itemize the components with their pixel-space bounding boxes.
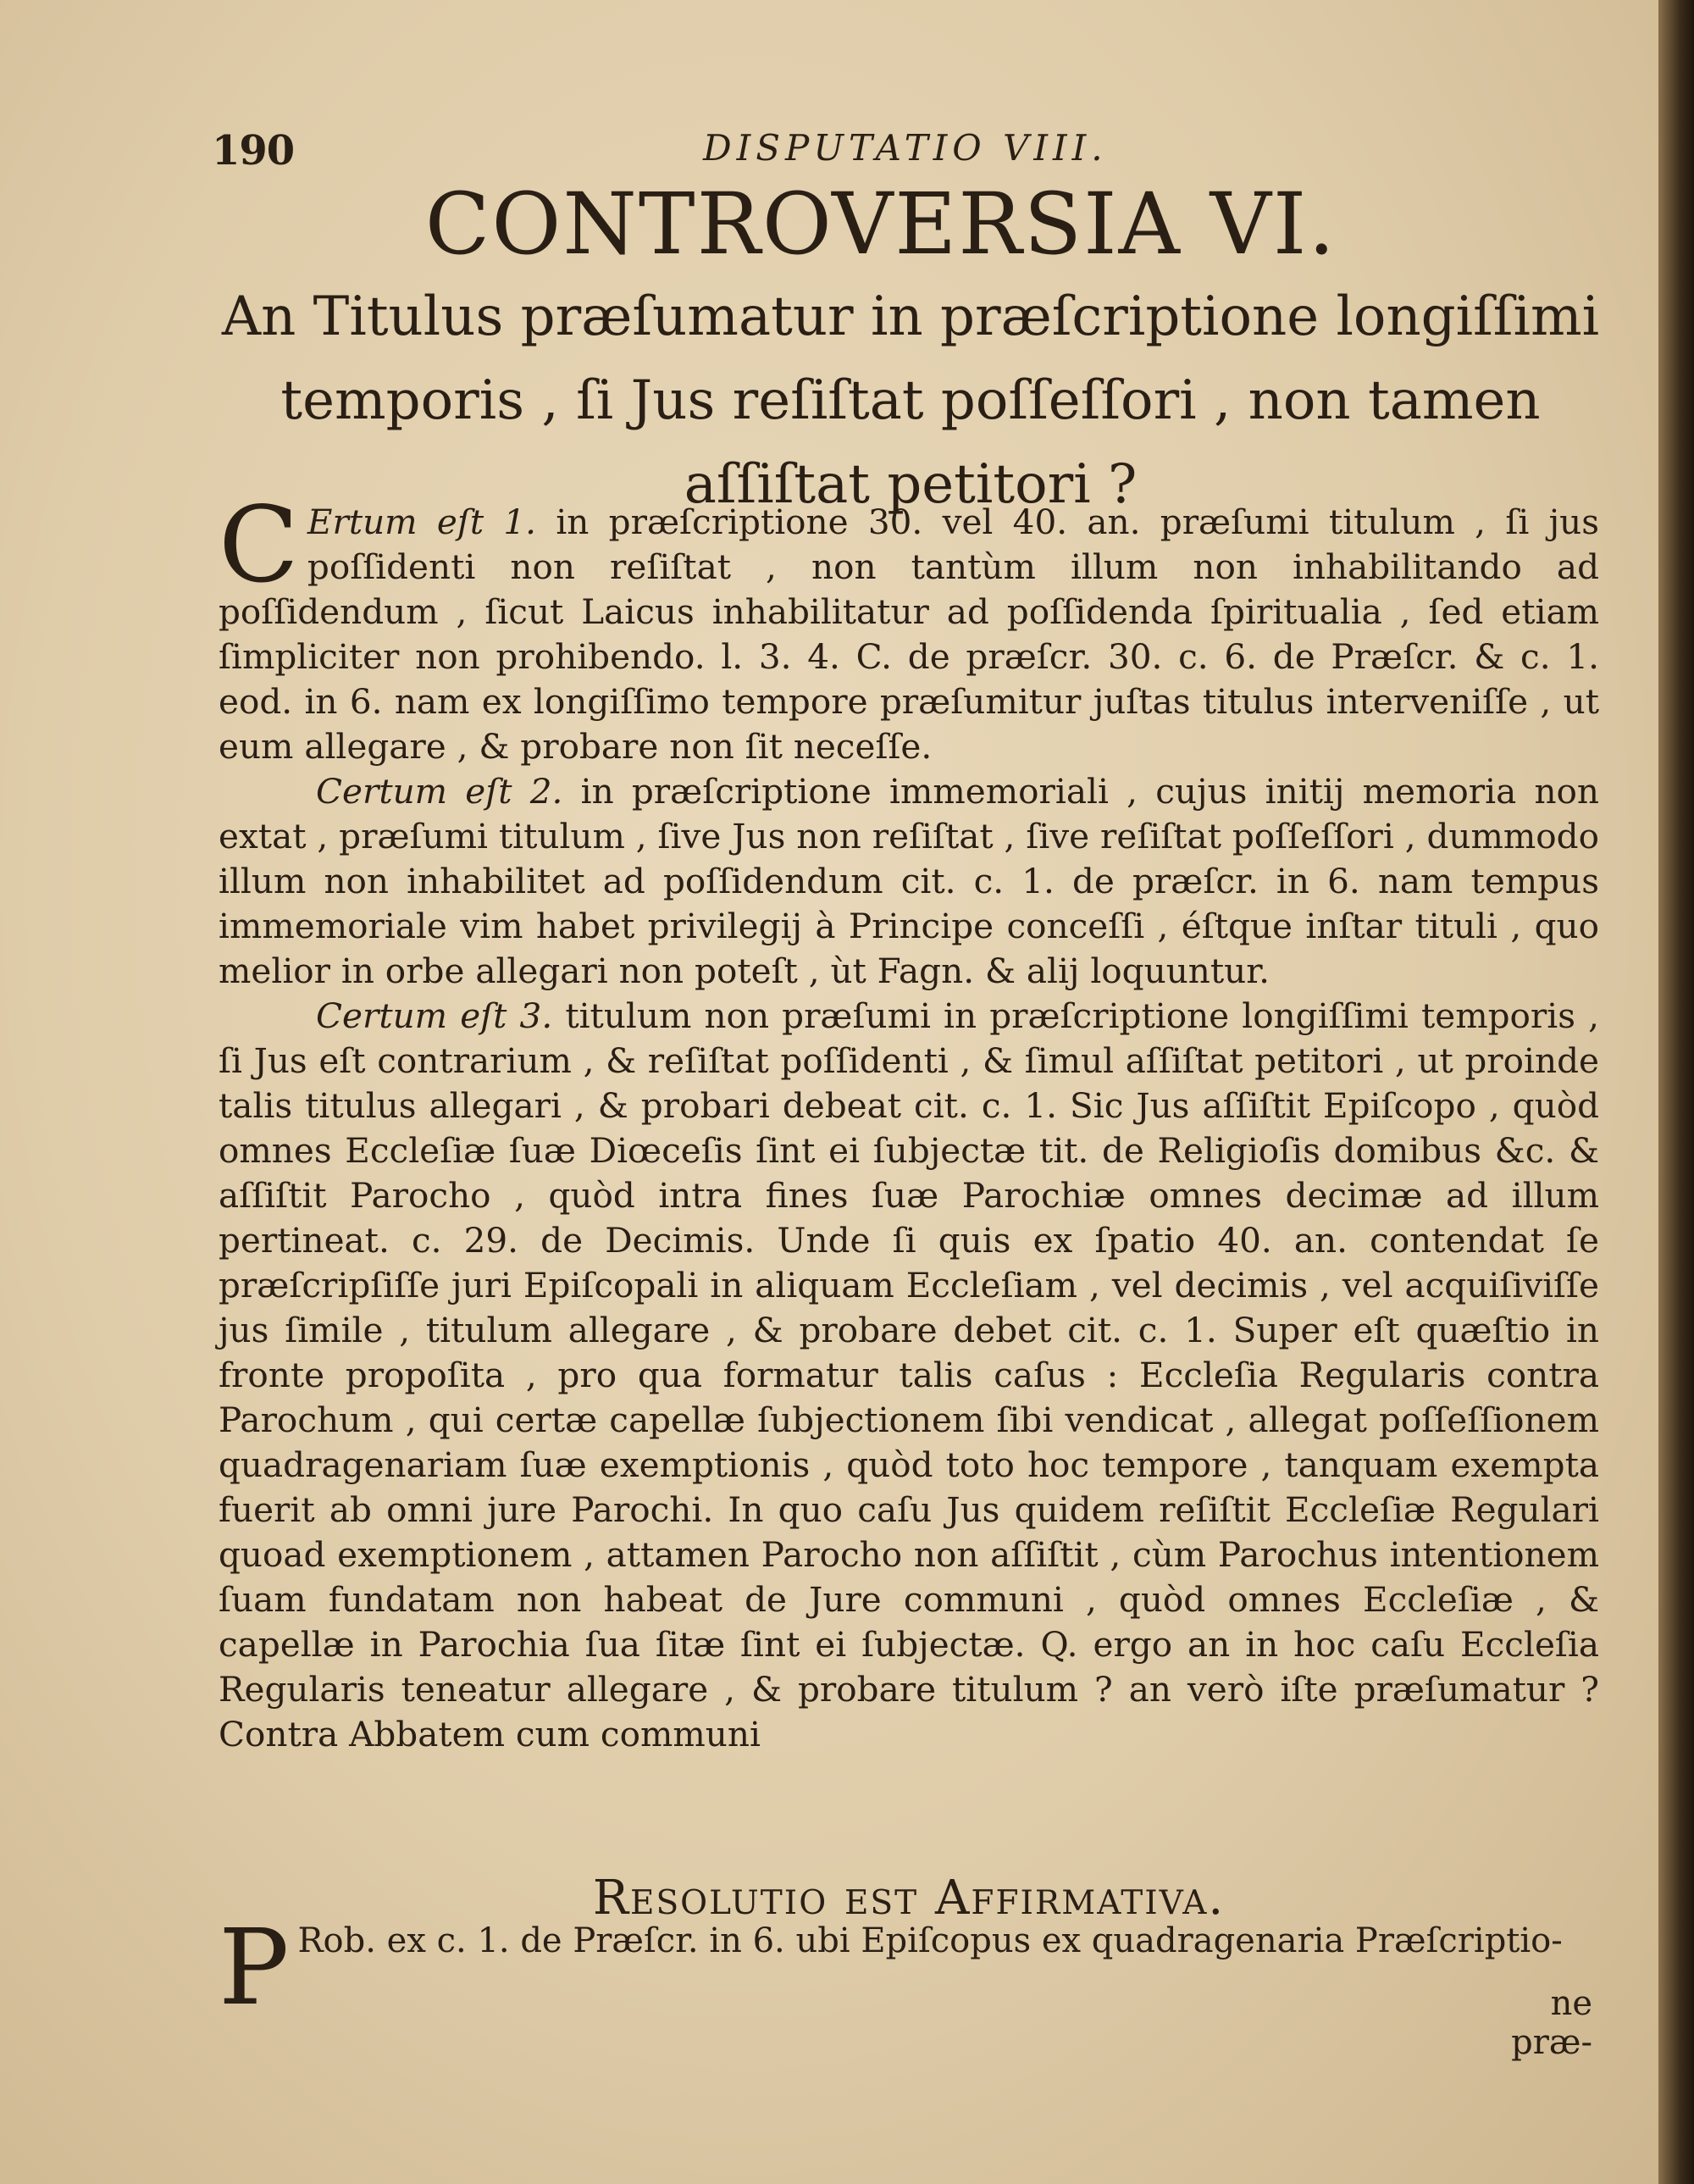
page-header: [0, 127, 1658, 178]
running-head: DISPUTATIO VIII.: [703, 127, 1108, 169]
paragraph-1: [219, 485, 1599, 769]
drop-cap: P: [219, 1907, 290, 2029]
page-number: 190: [212, 127, 295, 175]
catchword: ne præ-: [1511, 1984, 1592, 2062]
chapter-title: CONTROVERSIA VI.: [424, 175, 1337, 274]
proof-text: Rob. ex c. 1. de Præſcr. in 6. ubi Epiſcopus ex quadragenaria Præſcriptio-: [297, 1921, 1563, 1960]
paragraph-lead: Certum eſt 2.: [316, 771, 563, 812]
drop-cap: C: [219, 485, 299, 607]
resolution-heading: Resolutio est Affirmativa.: [592, 1871, 1226, 1926]
paragraph-2: [219, 769, 1599, 994]
paragraph-text: in præſcriptione immemoriali , cujus initij memoria non extat , præſumi titulum , ſive Jus non reſiſtat , ſive reſiſtat poſſeſſori , dummodo illum non inhabilitet ad poſſidendum cit. c. 1. de præſcr. in 6. nam tempus immemoriale vim habet privilegij à Principe conceſſi , éſtque inſtar tituli , quo melior in orbe allegari non poteſt , ùt Fagn. & alij loquuntur.: [219, 771, 1599, 991]
paragraph-text: titulum non præſumi in præſcriptione longiſſimi temporis , ſi Jus eſt contrarium , & reſiſtat poſſidenti , & ſimul aſſiſtat petitori , ut proinde talis titulus allegari , & probari debeat cit. c. 1. Sic Jus aſſiſtit Epiſcopo , quòd omnes Eccleſiæ ſuæ Diœceſis ſint ei ſubjectæ tit. de Religioſis domibus &c. & aſſiſtit Parocho , quòd intra fines ſuæ Parochiæ omnes decimæ ad illum pertineat. c. 29. de Decimis. Unde ſi quis ex ſpatio 40. an. contendat ſe præſcripſiſſe juri Epiſcopali in aliquam Eccleſiam , vel decimis , vel acquiſiviſſe jus ſimile , titulum allegare , & probare debet cit. c. 1. Super eſt quæſtio in fronte propoſita , pro qua formatur talis caſus : Eccleſia Regularis contra Parochum , qui certæ capellæ ſubjectionem ſibi vendicat , allegat poſſeſſionem quadragenariam ſuæ exemptionis , quòd toto hoc tempore , tanquam exempta fuerit ab omni jure Parochi. In quo caſu Jus quidem reſiſtit Eccleſiæ Regulari quoad exemptionem , attamen Parocho non aſſiſtit , cùm Parochus intentionem ſuam fundatam non habeat de Jure communi , quòd omnes Eccleſiæ , & capellæ in Parochia ſua ſitæ ſint ei ſubjectæ. Q. ergo an in hoc caſu Eccleſia Regularis teneatur allegare , & probare titulum ? an verò iſte præſumatur ? Contra Abbatem cum communi: [219, 995, 1600, 1754]
book-spine: [1658, 0, 1694, 2184]
paragraph-lead: Ertum eſt 1.: [307, 502, 537, 542]
paragraph-text: in præſcriptione 30. vel 40. an. præſumi titulum , ſi jus poſſidenti non reſiſtat , non tantùm illum non inhabilitando ad poſſidendum , ſicut Laicus inhabilitatur ad poſſidenda ſpiritualia , ſed etiam ſimpliciter non prohibendo. l. 3. 4. C. de præſcr. 30. c. 6. de Præſcr. & c. 1. eod. in 6. nam ex longiſſimo tempore præſumitur juſtas titulus interveniſſe , ut eum allegare , & probare non ſit neceſſe.: [219, 502, 1599, 767]
controversy-question: An Titulus præſumatur in præſcriptione longiſſimi temporis , ſi Jus reſiſtat poſſeſſori , non tamen aſſiſtat petitori ?: [221, 285, 1600, 516]
body-text: [219, 485, 1600, 1757]
paragraph-lead: Certum eſt 3.: [316, 995, 553, 1036]
paragraph-3: [219, 994, 1599, 1757]
